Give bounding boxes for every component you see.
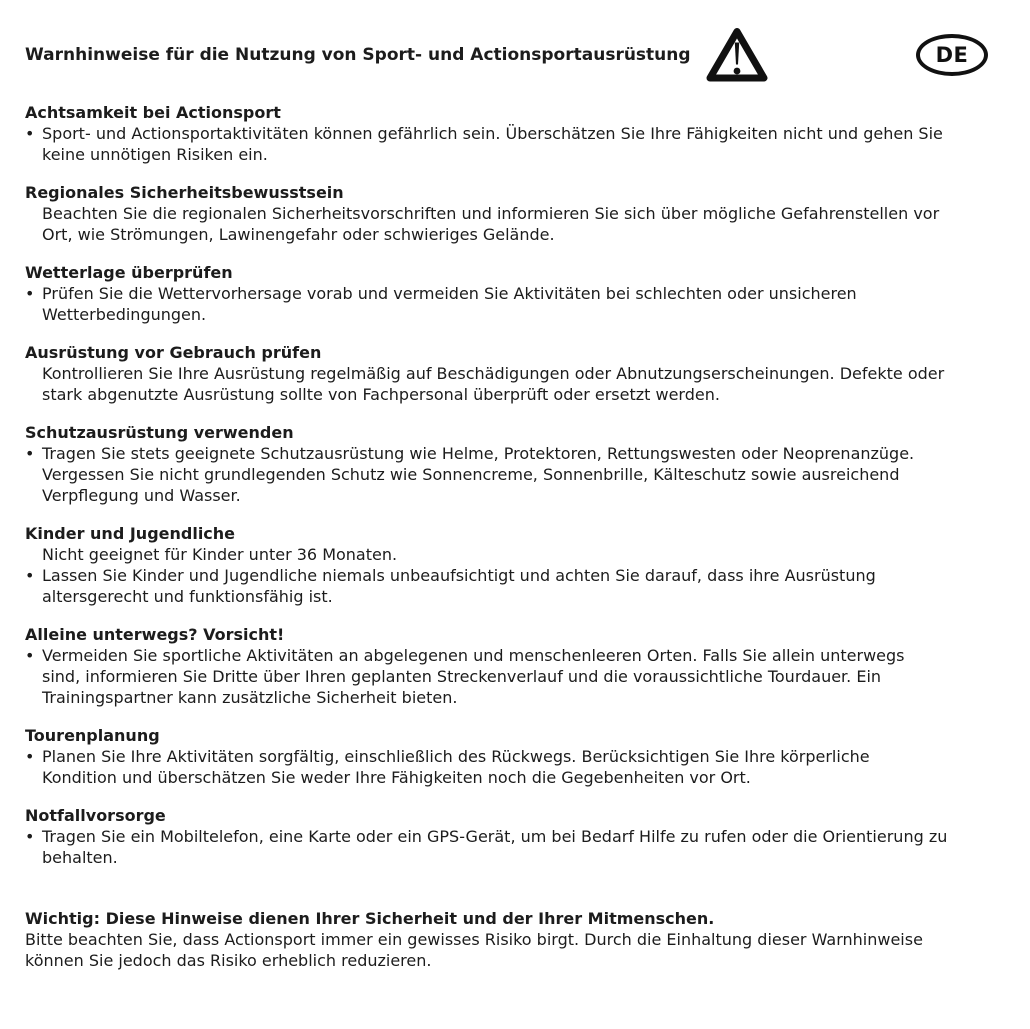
body-line: Kontrollieren Sie Ihre Ausrüstung regelmäßig auf Beschädigungen oder Abnutzungserscheinungen. Defekte oder	[42, 364, 945, 383]
bullet-item	[25, 443, 1000, 506]
section-ausruestung	[25, 342, 1000, 405]
section-alleine-unterwegs	[25, 624, 1000, 708]
bullet-item	[25, 645, 1000, 708]
page-title: Warnhinweise für die Nutzung von Sport- und Actionsportausrüstung	[25, 44, 691, 65]
body-line: Prüfen Sie die Wettervorhersage vorab und vermeiden Sie Aktivitäten bei schlechten oder unsicheren	[42, 284, 857, 303]
section-tourenplanung	[25, 725, 1000, 788]
body-line: Ort, wie Strömungen, Lawinengefahr oder schwieriges Gelände.	[42, 225, 555, 244]
body-line: Wetterbedingungen.	[42, 305, 207, 324]
bullet-marker: •	[25, 444, 35, 463]
body-line: Tragen Sie ein Mobiltelefon, eine Karte oder ein GPS-Gerät, um bei Bedarf Hilfe zu rufen oder die Orientierung zu	[42, 827, 948, 846]
body-line: Bitte beachten Sie, dass Actionsport immer ein gewisses Risiko birgt. Durch die Einhaltung dieser Warnhinweise	[25, 930, 923, 949]
plain-item	[25, 363, 1000, 405]
body-line: behalten.	[42, 848, 118, 867]
section-heading: Wetterlage überprüfen	[25, 263, 233, 282]
body-line: Sport- und Actionsportaktivitäten können gefährlich sein. Überschätzen Sie Ihre Fähigkeiten nicht und gehen Sie	[42, 124, 943, 143]
bullet-item	[25, 746, 1000, 788]
section-heading: Regionales Sicherheitsbewusstsein	[25, 183, 344, 202]
section-schutzausruestung	[25, 422, 1000, 506]
plain-item	[25, 203, 1000, 245]
warning-triangle-icon	[705, 26, 769, 84]
important-note-heading: Wichtig: Diese Hinweise dienen Ihrer Sicherheit und der Ihrer Mitmenschen.	[25, 909, 715, 928]
body-line: Beachten Sie die regionalen Sicherheitsvorschriften und informieren Sie sich über mögliche Gefahrenstellen vor	[42, 204, 940, 223]
section-heading: Schutzausrüstung verwenden	[25, 423, 294, 442]
important-note	[25, 908, 1000, 971]
section-regionales	[25, 182, 1000, 245]
body-line: Planen Sie Ihre Aktivitäten sorgfältig, einschließlich des Rückwegs. Berücksichtigen Sie Ihre körperliche	[42, 747, 870, 766]
bullet-marker: •	[25, 827, 35, 846]
body-line: können Sie jedoch das Risiko erheblich reduzieren.	[25, 951, 432, 970]
bullet-item	[25, 123, 1000, 165]
bullet-marker: •	[25, 566, 35, 585]
body-line: Nicht geeignet für Kinder unter 36 Monaten.	[42, 545, 398, 564]
section-heading: Achtsamkeit bei Actionsport	[25, 103, 281, 122]
plain-item	[25, 544, 1000, 565]
bullet-item	[25, 565, 1000, 607]
body-line: Vergessen Sie nicht grundlegenden Schutz wie Sonnencreme, Sonnenbrille, Kälteschutz sowie ausreichend	[42, 465, 900, 484]
body-line: keine unnötigen Risiken ein.	[42, 145, 268, 164]
section-heading: Alleine unterwegs? Vorsicht!	[25, 625, 285, 644]
document-header	[25, 27, 1000, 83]
body-line: Trainingspartner kann zusätzliche Sicherheit bieten.	[42, 688, 458, 707]
bullet-marker: •	[25, 646, 35, 665]
bullet-marker: •	[25, 284, 35, 303]
body-line: altersgerecht und funktionsfähig ist.	[42, 587, 333, 606]
section-heading: Notfallvorsorge	[25, 806, 166, 825]
section-wetterlage	[25, 262, 1000, 325]
body-line: Vermeiden Sie sportliche Aktivitäten an abgelegenen und menschenleeren Orten. Falls Sie allein unterwegs	[42, 646, 905, 665]
bullet-item	[25, 283, 1000, 325]
body-line: stark abgenutzte Ausrüstung sollte von Fachpersonal überprüft oder ersetzt werden.	[42, 385, 720, 404]
body-line: Lassen Sie Kinder und Jugendliche niemals unbeaufsichtigt und achten Sie darauf, dass ihre Ausrüstung	[42, 566, 876, 585]
body-line: Tragen Sie stets geeignete Schutzausrüstung wie Helme, Protektoren, Rettungswesten oder Neoprenanzüge.	[42, 444, 915, 463]
bullet-marker: •	[25, 124, 35, 143]
body-line: Verpflegung und Wasser.	[42, 486, 241, 505]
section-heading: Tourenplanung	[25, 726, 160, 745]
language-badge-label: DE	[935, 42, 969, 67]
section-heading: Kinder und Jugendliche	[25, 524, 236, 543]
section-heading: Ausrüstung vor Gebrauch prüfen	[25, 343, 322, 362]
section-kinder	[25, 523, 1000, 607]
body-line: sind, informieren Sie Dritte über Ihren geplanten Streckenverlauf und die voraussichtliche Tourdauer. Ein	[42, 667, 882, 686]
section-achtsamkeit	[25, 102, 1000, 165]
body-line: Kondition und überschätzen Sie weder Ihre Fähigkeiten noch die Gegebenheiten vor Ort.	[42, 768, 751, 787]
bullet-item	[25, 826, 1000, 868]
language-badge	[916, 34, 988, 76]
section-notfallvorsorge	[25, 805, 1000, 868]
bullet-marker: •	[25, 747, 35, 766]
